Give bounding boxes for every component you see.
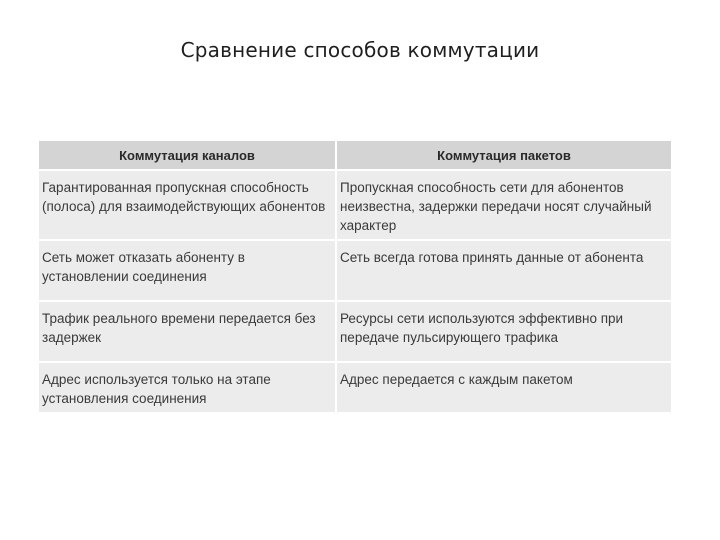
comparison-table — [39, 141, 671, 414]
table-row — [39, 170, 671, 240]
table-row — [39, 240, 671, 301]
table-row — [39, 362, 671, 413]
table-header-row — [39, 141, 671, 170]
table-cell: Сеть может отказать абоненту в установлении соединения — [39, 240, 336, 301]
table-cell: Адрес передается с каждым пакетом — [336, 362, 671, 413]
table-cell: Адрес используется только на этапе установления соединения — [39, 362, 336, 413]
column-header-packet-switching: Коммутация пакетов — [336, 141, 671, 170]
table-cell: Гарантированная пропускная способность (полоса) для взаимодействующих абонентов — [39, 170, 336, 240]
table-cell: Ресурсы сети используются эффективно при передаче пульсирующего трафика — [336, 301, 671, 362]
table-cell: Сеть всегда готова принять данные от абонента — [336, 240, 671, 301]
table-row — [39, 301, 671, 362]
table-cell: Пропускная способность сети для абонентов неизвестна, задержки передачи носят случайный характер — [336, 170, 671, 240]
slide-title: Сравнение способов коммутации — [180, 38, 540, 62]
column-header-circuit-switching: Коммутация каналов — [39, 141, 336, 170]
table-cell: Трафик реального времени передается без задержек — [39, 301, 336, 362]
